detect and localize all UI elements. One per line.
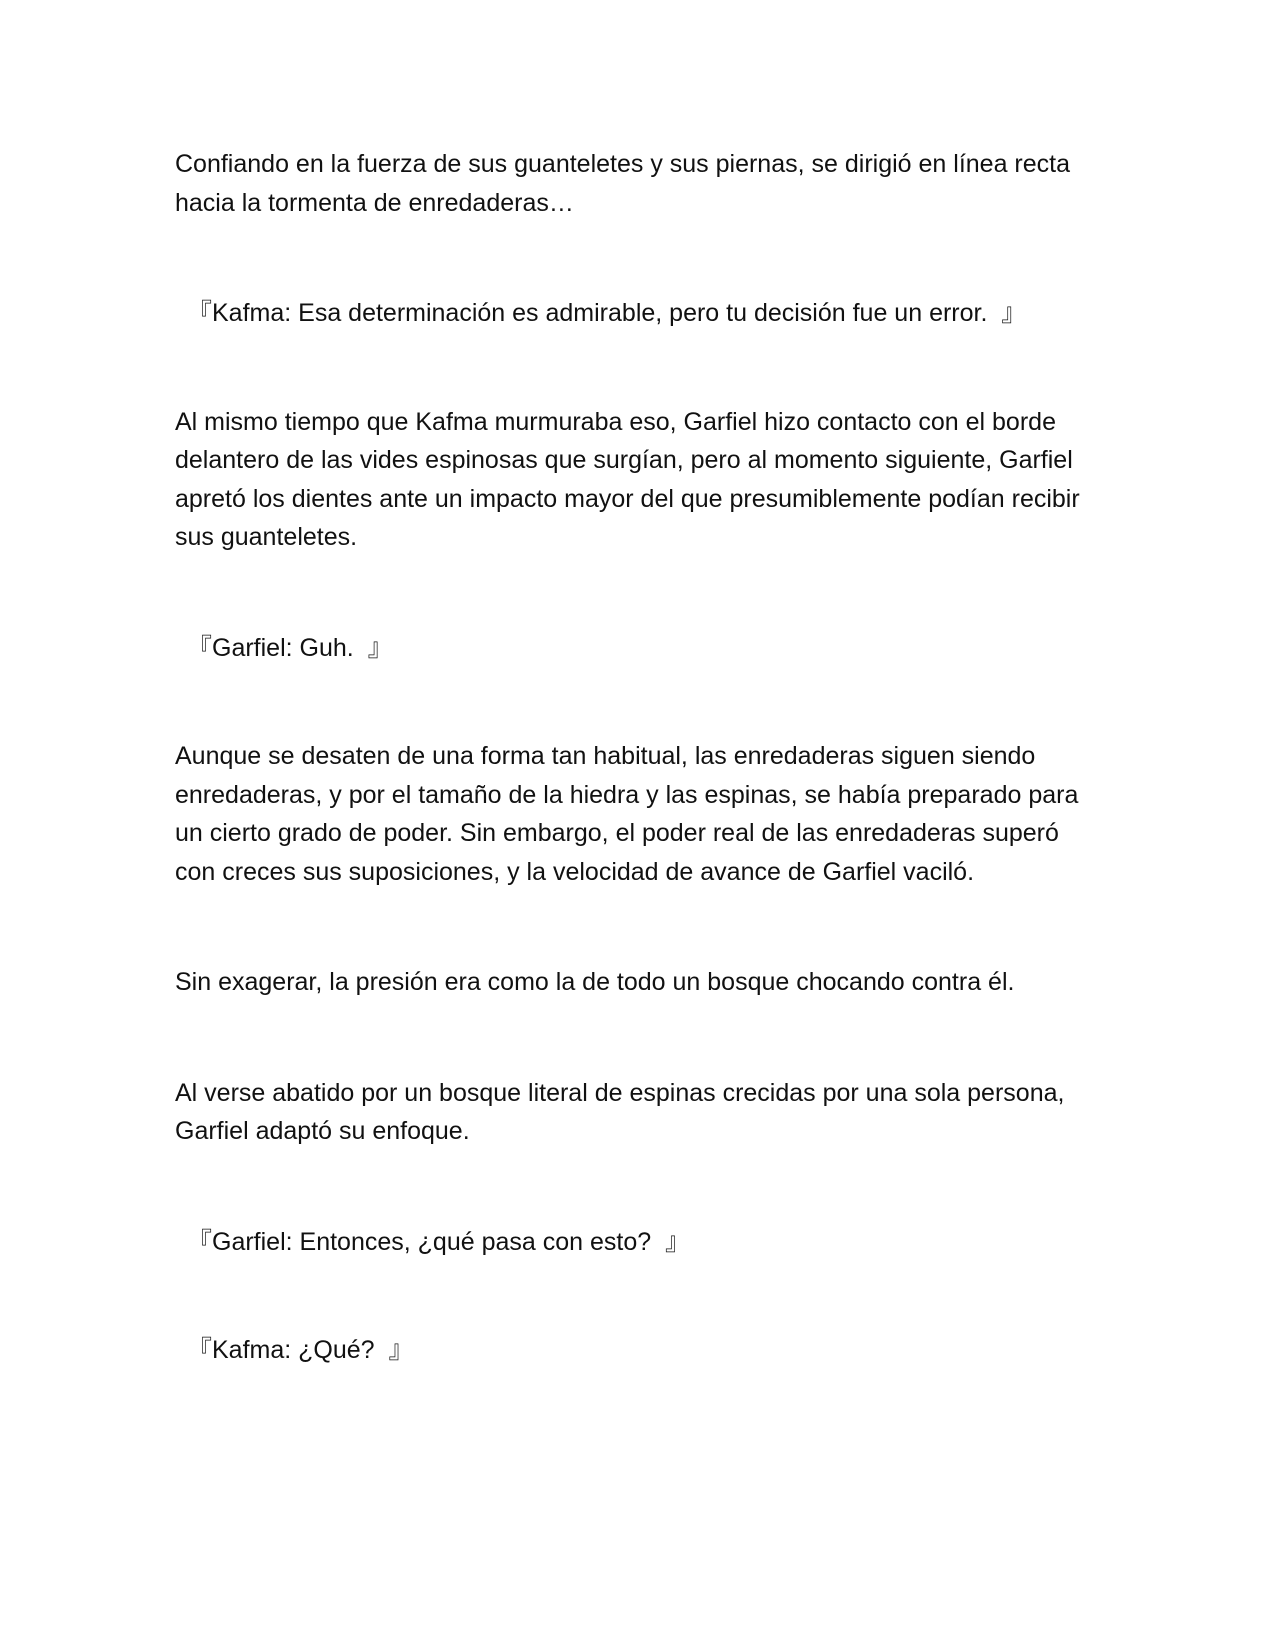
paragraph-spacer (175, 1261, 1105, 1331)
paragraph-narration-1: Confiando en la fuerza de sus guanteletes y sus piernas, se dirigió en línea recta hacia la tormenta de enredaderas… (175, 150, 1070, 217)
paragraph-spacer (175, 557, 1105, 629)
paragraph-narration-2: Al mismo tiempo que Kafma murmuraba eso, Garfiel hizo contacto con el borde delantero de las vides espinosas que surgían, pero al momento siguiente, Garfiel apretó los dientes ante un impacto mayor del que presumiblemente podían recibir sus guanteletes. (175, 407, 1080, 551)
paragraph-narration-3: Aunque se desaten de una forma tan habitual, las enredaderas siguen siendo enredaderas, y por el tamaño de la hiedra y las espinas, se había preparado para un cierto grado de poder. Sin embargo, el poder real de las enredaderas superó con creces sus suposiciones, y la velocidad de avance de Garfiel vaciló. (175, 742, 1079, 886)
paragraph-dialogue-garfiel-1: 『Garfiel: Guh. 』 (187, 633, 393, 662)
paragraph-spacer (175, 222, 1105, 294)
paragraph-dialogue-garfiel-2: 『Garfiel: Entonces, ¿qué pasa con esto? 』 (187, 1227, 691, 1256)
paragraph-spacer (175, 333, 1105, 403)
paragraph-dialogue-kafma-2: 『Kafma: ¿Qué? 』 (187, 1336, 414, 1364)
paragraph-spacer (175, 891, 1105, 963)
document-body (175, 145, 1105, 1370)
paragraph-dialogue-kafma-1: 『Kafma: Esa determinación es admirable, pero tu decisión fue un error. 』 (187, 299, 1027, 327)
paragraph-narration-5: Al verse abatido por un bosque literal de espinas crecidas por una sola persona, Garfiel adaptó su enfoque. (175, 1078, 1065, 1145)
paragraph-spacer (175, 1002, 1105, 1074)
paragraph-spacer (175, 667, 1105, 737)
paragraph-narration-4: Sin exagerar, la presión era como la de todo un bosque chocando contra él. (175, 968, 1015, 996)
paragraph-spacer (175, 1151, 1105, 1223)
